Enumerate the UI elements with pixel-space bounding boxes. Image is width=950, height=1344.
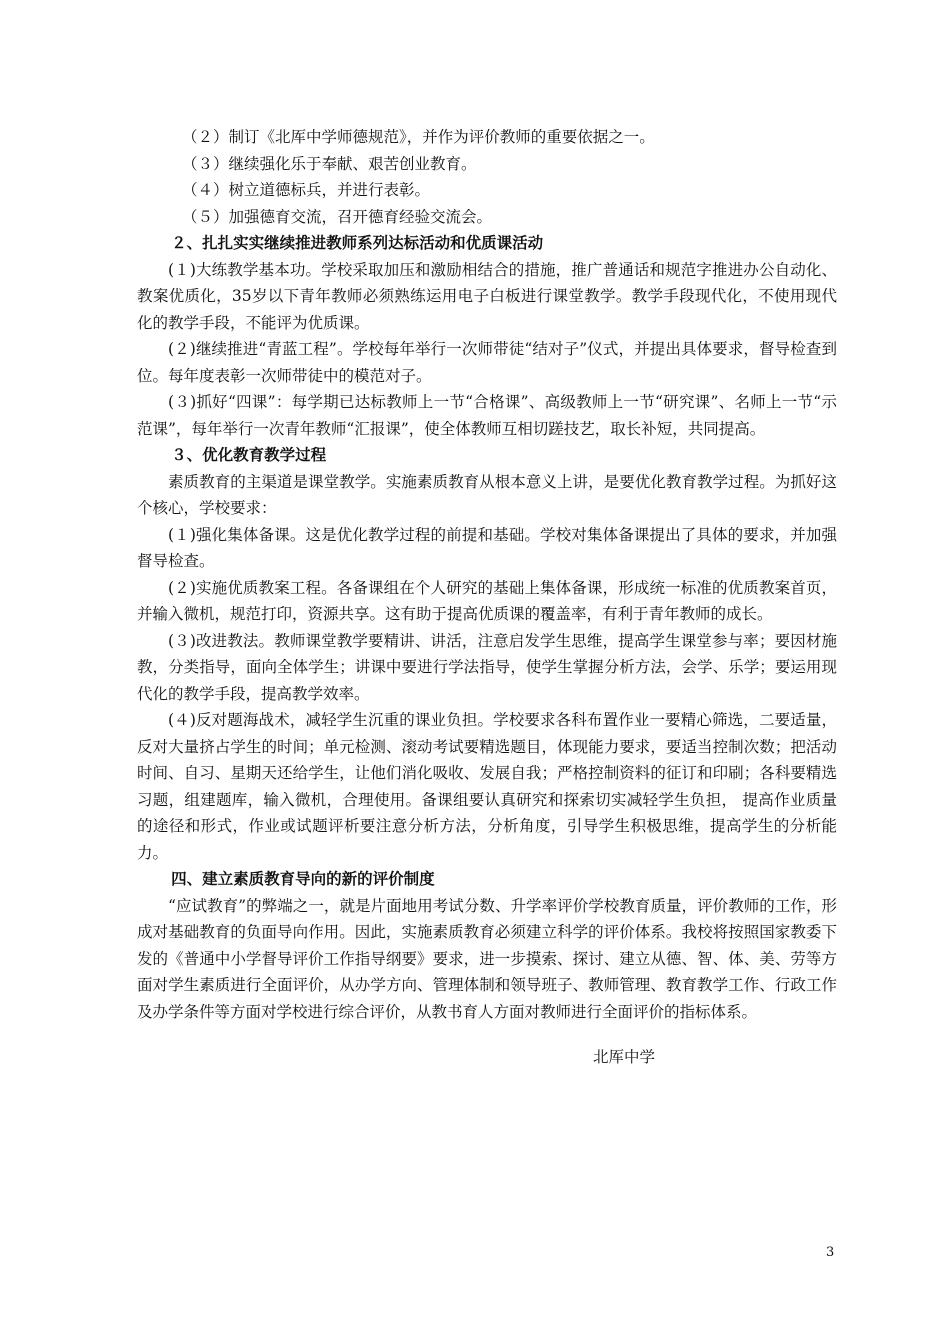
list-item: （５）加强德育交流，召开德育经验交流会。 <box>181 207 492 226</box>
section-heading-4: 四、建立素质教育导向的新的评价制度 <box>171 869 435 888</box>
paragraph: (２)实施优质教案工程。各备课组在个人研究的基础上集体备课，形成统一标准的优质教案首页，并输入微机，规范打印，资源共享。这有助于提高优质课的覆盖率，有利于青年教师的成长。 <box>137 578 837 623</box>
paragraph: (２)继续推进“青蓝工程”。学校每年举行一次师带徒“结对子”仪式，并提出具体要求，督导检查到位。每年度表彰一次师带徒中的模范对子。 <box>137 340 837 385</box>
list-item: （３）继续强化乐于奉献、艰苦创业教育。 <box>181 154 477 173</box>
paragraph: (３)抓好“四课”：每学期已达标教师上一节“合格课”、高级教师上一节“研究课”、名师上一节“示范课”，每年举行一次青年教师“汇报课”，使全体教师互相切蹉技艺，取长补短，共同提高。 <box>137 393 837 438</box>
paragraph: (４)反对题海战术，减轻学生沉重的课业负担。学校要求各科布置作业一要精心筛选，二要适量，反对大量挤占学生的时间；单元检测、滚动考试要精选题目，体现能力要求，要适当控制次数；把活动时间、自习、星期天还给学生，让他们消化吸收、发展自我；严格控制资料的征订和印刷；各科要精选习题，组建题库，输入微机，合理使用。备课组要认真研究和探索切实减轻学生负担， 提高作业质量的途径和形式，作业或试题评析要注意分析方法，分析角度，引导学生积极思维，提高学生的分析能力。 <box>137 711 837 862</box>
paragraph: (１)强化集体备课。这是优化教学过程的前提和基础。学校对集体备课提出了具体的要求，并加强督导检查。 <box>137 525 837 570</box>
paragraph: (３)改进教法。教师课堂教学要精讲、讲活，注意启发学生思维，提高学生课堂参与率；要因材施教，分类指导，面向全体学生；讲课中要进行学法指导，使学生掌握分析方法，会学、乐学；要运用现代化的教学手段，提高教学效率。 <box>137 631 837 703</box>
list-item: （２）制订《北厍中学师德规范》，并作为评价教师的重要依据之一。 <box>181 128 655 146</box>
section-heading-3: ３、优化教育教学过程 <box>171 445 327 464</box>
paragraph: (１)大练教学基本功。学校采取加压和激励相结合的措施，推广普通话和规范字推进办公自动化、教案优质化，35岁以下青年教师必须熟练运用电子白板进行课堂教学。教学手段现代化，不使用现代化的教学手段，不能评为优质课。 <box>137 260 837 332</box>
signature: 北厍中学 <box>593 1048 656 1066</box>
page-number: 3 <box>826 1245 835 1260</box>
list-item: （４）树立道德标兵，并进行表彰。 <box>181 181 430 199</box>
paragraph: 素质教育的主渠道是课堂教学。实施素质教育从根本意义上讲，是要优化教育教学过程。为抓好这个核心，学校要求： <box>137 472 837 517</box>
paragraph: “应试教育”的弊端之一，就是片面地用考试分数、升学率评价学校教育质量，评价教师的工作，形成对基础教育的负面导向作用。因此，实施素质教育必须建立科学的评价体系。我校将按照国家教委下发的《普通中小学督导评价工作指导纲要》要求，进一步摸索、探讨、建立从德、智、体、美、劳等方面对学生素质进行全面评价，从办学方向、管理体制和领导班子、教师管理、教育教学工作、行政工作及办学条件等方面对学校进行综合评价，从教书育人方面对教师进行全面评价的指标体系。 <box>137 896 837 1021</box>
document-body <box>137 124 837 1025</box>
section-heading-2: ２、扎扎实实继续推进教师系列达标活动和优质课活动 <box>171 233 544 252</box>
